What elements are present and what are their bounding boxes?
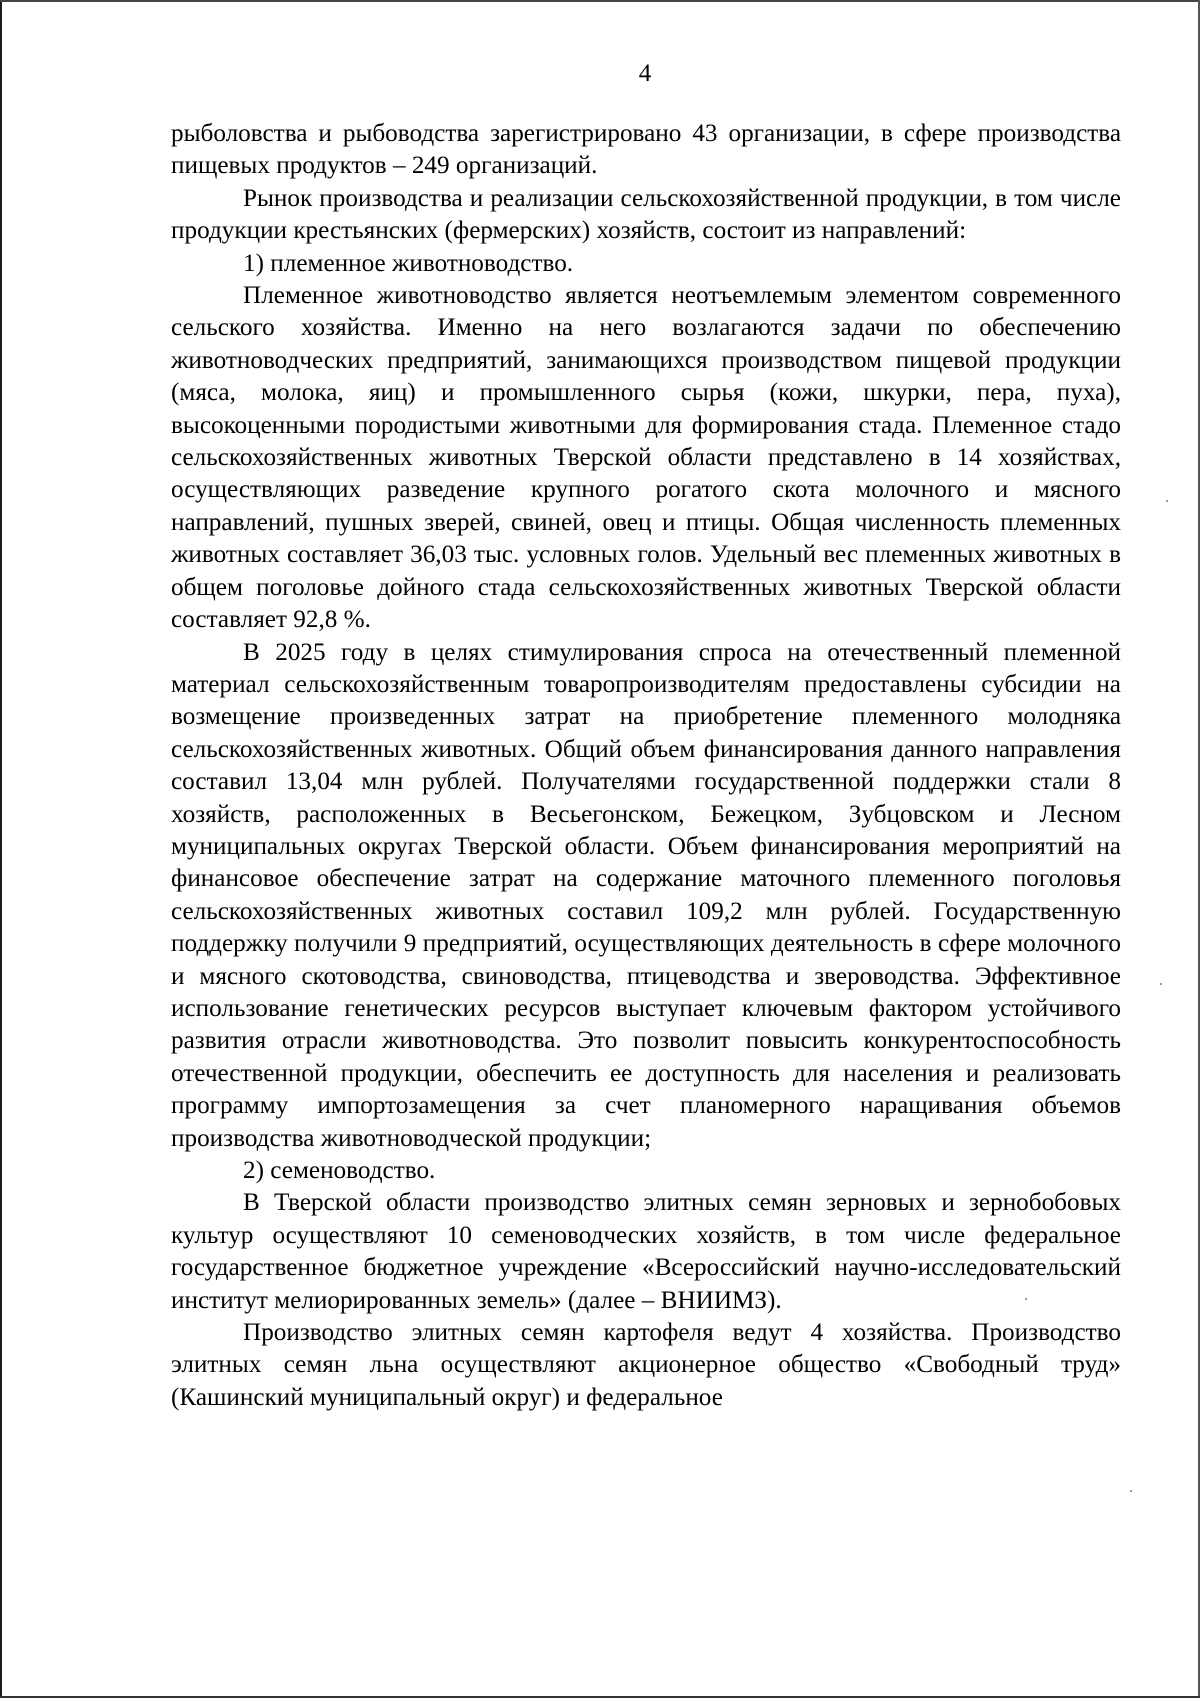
paragraph-breeding-description: Племенное животноводство является неотъемлемым элементом современного сельского хозяйства. Именно на него возлагаются задачи по обеспечению животноводческих предприятий, занимающихся производством пищевой продукции (мяса, молока, яиц) и промышленного сырья (кожи, шкурки, пера, пуха), высокоценными породистыми животными для формирования стада. Племенное стадо сельскохозяйственных животных Тверской области представлено в 14 хозяйствах, осуществляющих разведение крупного рогатого скота молочного и мясного направлений, пушных зверей, свиней, овец и птицы. Общая численность племенных животных составляет 36,03 тыс. условных голов. Удельный вес племенных животных в общем поголовье дойного стада сельскохозяйственных животных Тверской области составляет 92,8 %.	[171, 282, 1121, 634]
paragraph-market-intro: Рынок производства и реализации сельскохозяйственной продукции, в том числе продукции крестьянских (фермерских) хозяйств, состоит из направлений:	[171, 184, 1121, 245]
scan-speck	[1160, 983, 1162, 985]
scan-speck	[1130, 1490, 1132, 1492]
list-item-seed-production: 2) семеноводство.	[243, 1157, 436, 1184]
document-body	[171, 118, 1121, 1414]
paragraph-breeding-subsidies: В 2025 году в целях стимулирования спроса на отечественный племенной материал сельскохозяйственным товаропроизводителям предоставлены субсидии на возмещение произведенных затрат на приобретение племенного молодняка сельскохозяйственных животных. Общий объем финансирования данного направления составил 13,04 млн рублей. Получателями государственной поддержки стали 8 хозяйств, расположенных в Весьегонском, Бежецком, Зубцовском и Лесном муниципальных округах Тверской области. Объем финансирования мероприятий на финансовое обеспечение затрат на содержание маточного племенного поголовья сельскохозяйственных животных составил 109,2 млн рублей. Государственную поддержку получили 9 предприятий, осуществляющих деятельность в сфере молочного и мясного скотоводства, свиноводства, птицеводства и звероводства. Эффективное использование генетических ресурсов выступает ключевым фактором устойчивого развития отрасли животноводства. Это позволит повысить конкурентоспособность отечественной продукции, обеспечить ее доступность для населения и реализовать программу импортозамещения за счет планомерного наращивания объемов производства животноводческой продукции;	[171, 638, 1121, 1152]
page-number: 4	[638, 60, 652, 87]
scan-edge-top	[0, 0, 1200, 2]
paragraph-potato-flax-seeds: Производство элитных семян картофеля ведут 4 хозяйства. Производство элитных семян льна осуществляют акционерное общество «Свободный труд» (Кашинский муниципальный округ) и федеральное	[171, 1319, 1121, 1411]
list-item-breeding: 1) племенное животноводство.	[243, 249, 574, 277]
scan-speck	[1166, 500, 1168, 502]
scan-edge-left	[0, 0, 2, 1698]
paragraph-grain-seeds: В Тверской области производство элитных семян зерновых и зернобобовых культур осуществляют 10 семеноводческих хозяйств, в том числе федеральное государственное бюджетное учреждение «Всероссийский научно-исследовательский институт мелиорированных земель» (далее – ВНИИМЗ).	[171, 1189, 1121, 1314]
paragraph-continuation: рыболовства и рыбоводства зарегистрировано 43 организации, в сфере производства пищевых продуктов – 249 организаций.	[171, 120, 1121, 180]
